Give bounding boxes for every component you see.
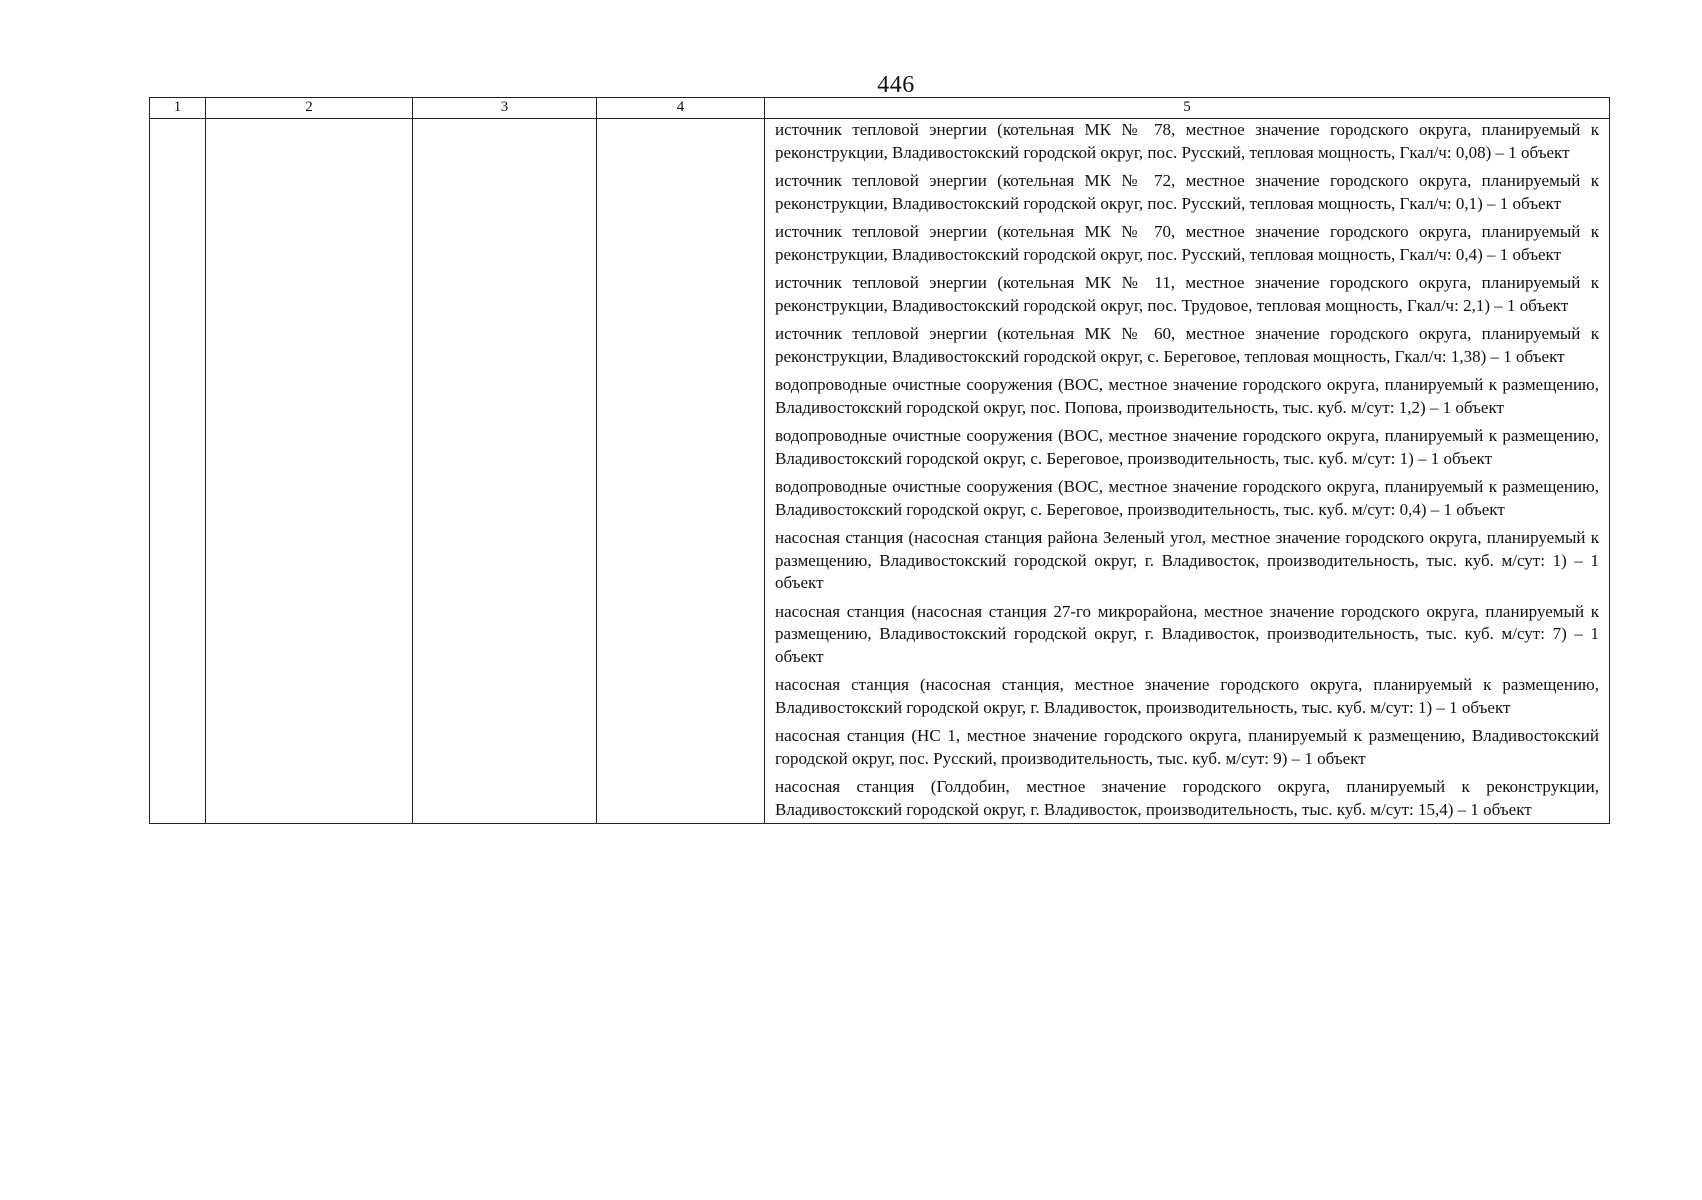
entry-water-treatment-beregovoe-1: водопроводные очистные сооружения (ВОС, местное значение городского округа, планируемый к размещению, Владивостокский городской округ, с. Береговое, производительность, тыс. куб. м/сут: 1) – 1 объект [775, 426, 1599, 468]
header-row [150, 98, 1610, 119]
cell-col-5 [765, 119, 1610, 824]
cell-col-3 [413, 119, 597, 824]
cell-col-1 [150, 119, 206, 824]
header-col-5: 5 [765, 98, 1610, 119]
cell-col-4 [597, 119, 765, 824]
entry-heat-source-mk78: источник тепловой энергии (котельная МК № 78, местное значение городского округа, планируемый к реконструкции, Владивостокский городской округ, пос. Русский, тепловая мощность, Гкал/ч: 0,08) – 1 объект [775, 120, 1599, 162]
entry-pump-station-zeleny-ugol: насосная станция (насосная станция района Зеленый угол, местное значение городского округа, планируемый к размещению, Владивостокский городской округ, г. Владивосток, производительность, тыс. куб. м/сут: 1) – 1 объект [775, 528, 1599, 592]
table-row [150, 119, 1610, 824]
entry-heat-source-mk60: источник тепловой энергии (котельная МК № 60, местное значение городского округа, планируемый к реконструкции, Владивостокский городской округ, с. Береговое, тепловая мощность, Гкал/ч: 1,38) – 1 объект [775, 324, 1599, 366]
page-number: 446 [877, 72, 915, 98]
entry-water-treatment-beregovoe-2: водопроводные очистные сооружения (ВОС, местное значение городского округа, планируемый к размещению, Владивостокский городской округ, с. Береговое, производительность, тыс. куб. м/сут: 0,4) – 1 объект [775, 477, 1599, 519]
entry-heat-source-mk11: источник тепловой энергии (котельная МК № 11, местное значение городского округа, планируемый к реконструкции, Владивостокский городской округ, пос. Трудовое, тепловая мощность, Гкал/ч: 2,1) – 1 объект [775, 273, 1599, 315]
entry-heat-source-mk70: источник тепловой энергии (котельная МК № 70, местное значение городского округа, планируемый к реконструкции, Владивостокский городской округ, пос. Русский, тепловая мощность, Гкал/ч: 0,4) – 1 объект [775, 222, 1599, 264]
header-col-4: 4 [597, 98, 765, 119]
entry-pump-station-vladivostok: насосная станция (насосная станция, местное значение городского округа, планируемый к размещению, Владивостокский городской округ, г. Владивосток, производительность, тыс. куб. м/сут: 1) – 1 объект [775, 675, 1599, 717]
header-col-2: 2 [206, 98, 413, 119]
entry-pump-station-goldobin: насосная станция (Голдобин, местное значение городского округа, планируемый к реконструкции, Владивостокский городской округ, г. Владивосток, производительность, тыс. куб. м/сут: 15,4) – 1 объект [775, 777, 1599, 819]
entry-pump-station-27: насосная станция (насосная станция 27-го микрорайона, местное значение городского округа, планируемый к размещению, Владивостокский городской округ, г. Владивосток, производительность, тыс. куб. м/сут: 7) – 1 объект [775, 601, 1599, 666]
entry-water-treatment-popova: водопроводные очистные сооружения (ВОС, местное значение городского округа, планируемый к размещению, Владивостокский городской округ, пос. Попова, производительность, тыс. куб. м/сут: 1,2) – 1 объект [775, 375, 1599, 417]
header-col-1: 1 [150, 98, 206, 119]
object-table [149, 97, 1610, 824]
entry-pump-station-ns1: насосная станция (НС 1, местное значение городского округа, планируемый к размещению, Владивостокский городской округ, пос. Русский, производительность, тыс. куб. м/сут: 9) – 1 объект [775, 726, 1599, 768]
table-body [150, 119, 1610, 824]
entry-heat-source-mk72: источник тепловой энергии (котельная МК № 72, местное значение городского округа, планируемый к реконструкции, Владивостокский городской округ, пос. Русский, тепловая мощность, Гкал/ч: 0,1) – 1 объект [775, 171, 1599, 213]
table-header [150, 98, 1610, 119]
header-col-3: 3 [413, 98, 597, 119]
cell-col-2 [206, 119, 413, 824]
